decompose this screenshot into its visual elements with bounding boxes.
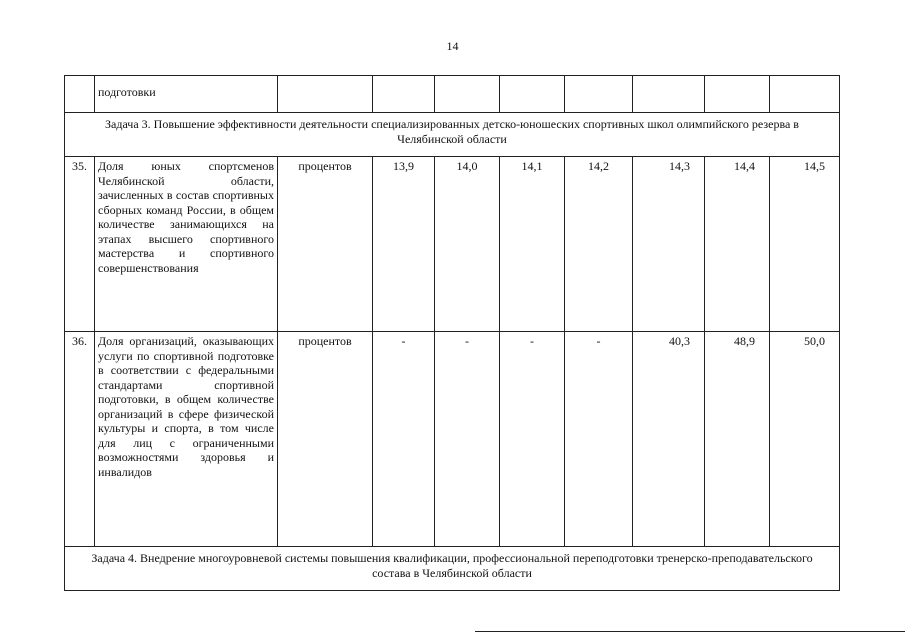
value-cell: -: [435, 332, 500, 547]
value-cell: 40,3: [633, 332, 705, 547]
value-cell: 14,1: [500, 157, 565, 332]
cell-value: [633, 76, 705, 113]
value-cell: 14,2: [565, 157, 633, 332]
unit-cell: процентов: [278, 332, 373, 547]
value-cell: 13,9: [373, 157, 435, 332]
bottom-divider: [475, 631, 905, 632]
table-row: [65, 157, 840, 332]
indicators-table: [64, 75, 840, 591]
task-3-heading: Задача 3. Повышение эффективности деятельности специализированных детско-юношеских спортивных школ олимпийского резерва в Челябинской области: [65, 113, 840, 157]
value-cell: 14,0: [435, 157, 500, 332]
task-4-heading: Задача 4. Внедрение многоуровневой системы повышения квалификации, профессиональной переподготовки тренерско-преподавательского состава в Челябинской области: [65, 547, 840, 591]
task-header-row: [65, 547, 840, 591]
cell-value: [770, 76, 840, 113]
cell-num: [65, 76, 95, 113]
cell-value: [565, 76, 633, 113]
value-cell: 14,5: [770, 157, 840, 332]
cell-value: [500, 76, 565, 113]
value-cell: -: [373, 332, 435, 547]
value-cell: 50,0: [770, 332, 840, 547]
cell-value: [435, 76, 500, 113]
page-number: 14: [446, 39, 459, 53]
cell-unit: [278, 76, 373, 113]
cell-value: [373, 76, 435, 113]
row-number: 35.: [65, 157, 95, 332]
value-cell: 14,3: [633, 157, 705, 332]
task-header-row: [65, 113, 840, 157]
table-row: [65, 332, 840, 547]
row-number: 36.: [65, 332, 95, 547]
value-cell: -: [500, 332, 565, 547]
indicator-name: подготовки: [95, 76, 278, 113]
value-cell: 48,9: [705, 332, 770, 547]
indicator-name: Доля организаций, оказывающих услуги по спортивной подготовке в соответствии с федеральными стандартами спортивной подготовки, в общем количестве организаций в сфере физической культуры и спорта, в том числе для лиц с ограниченными возможностями здоровья и инвалидов: [95, 332, 278, 547]
cell-value: [705, 76, 770, 113]
value-cell: -: [565, 332, 633, 547]
unit-cell: процентов: [278, 157, 373, 332]
indicator-name: Доля юных спортсменов Челябинской области, зачисленных в состав спортивных сборных команд России, в общем количестве занимающихся на этапах высшего спортивного мастерства и спортивного совершенствования: [95, 157, 278, 332]
value-cell: 14,4: [705, 157, 770, 332]
continuation-row: [65, 76, 840, 113]
